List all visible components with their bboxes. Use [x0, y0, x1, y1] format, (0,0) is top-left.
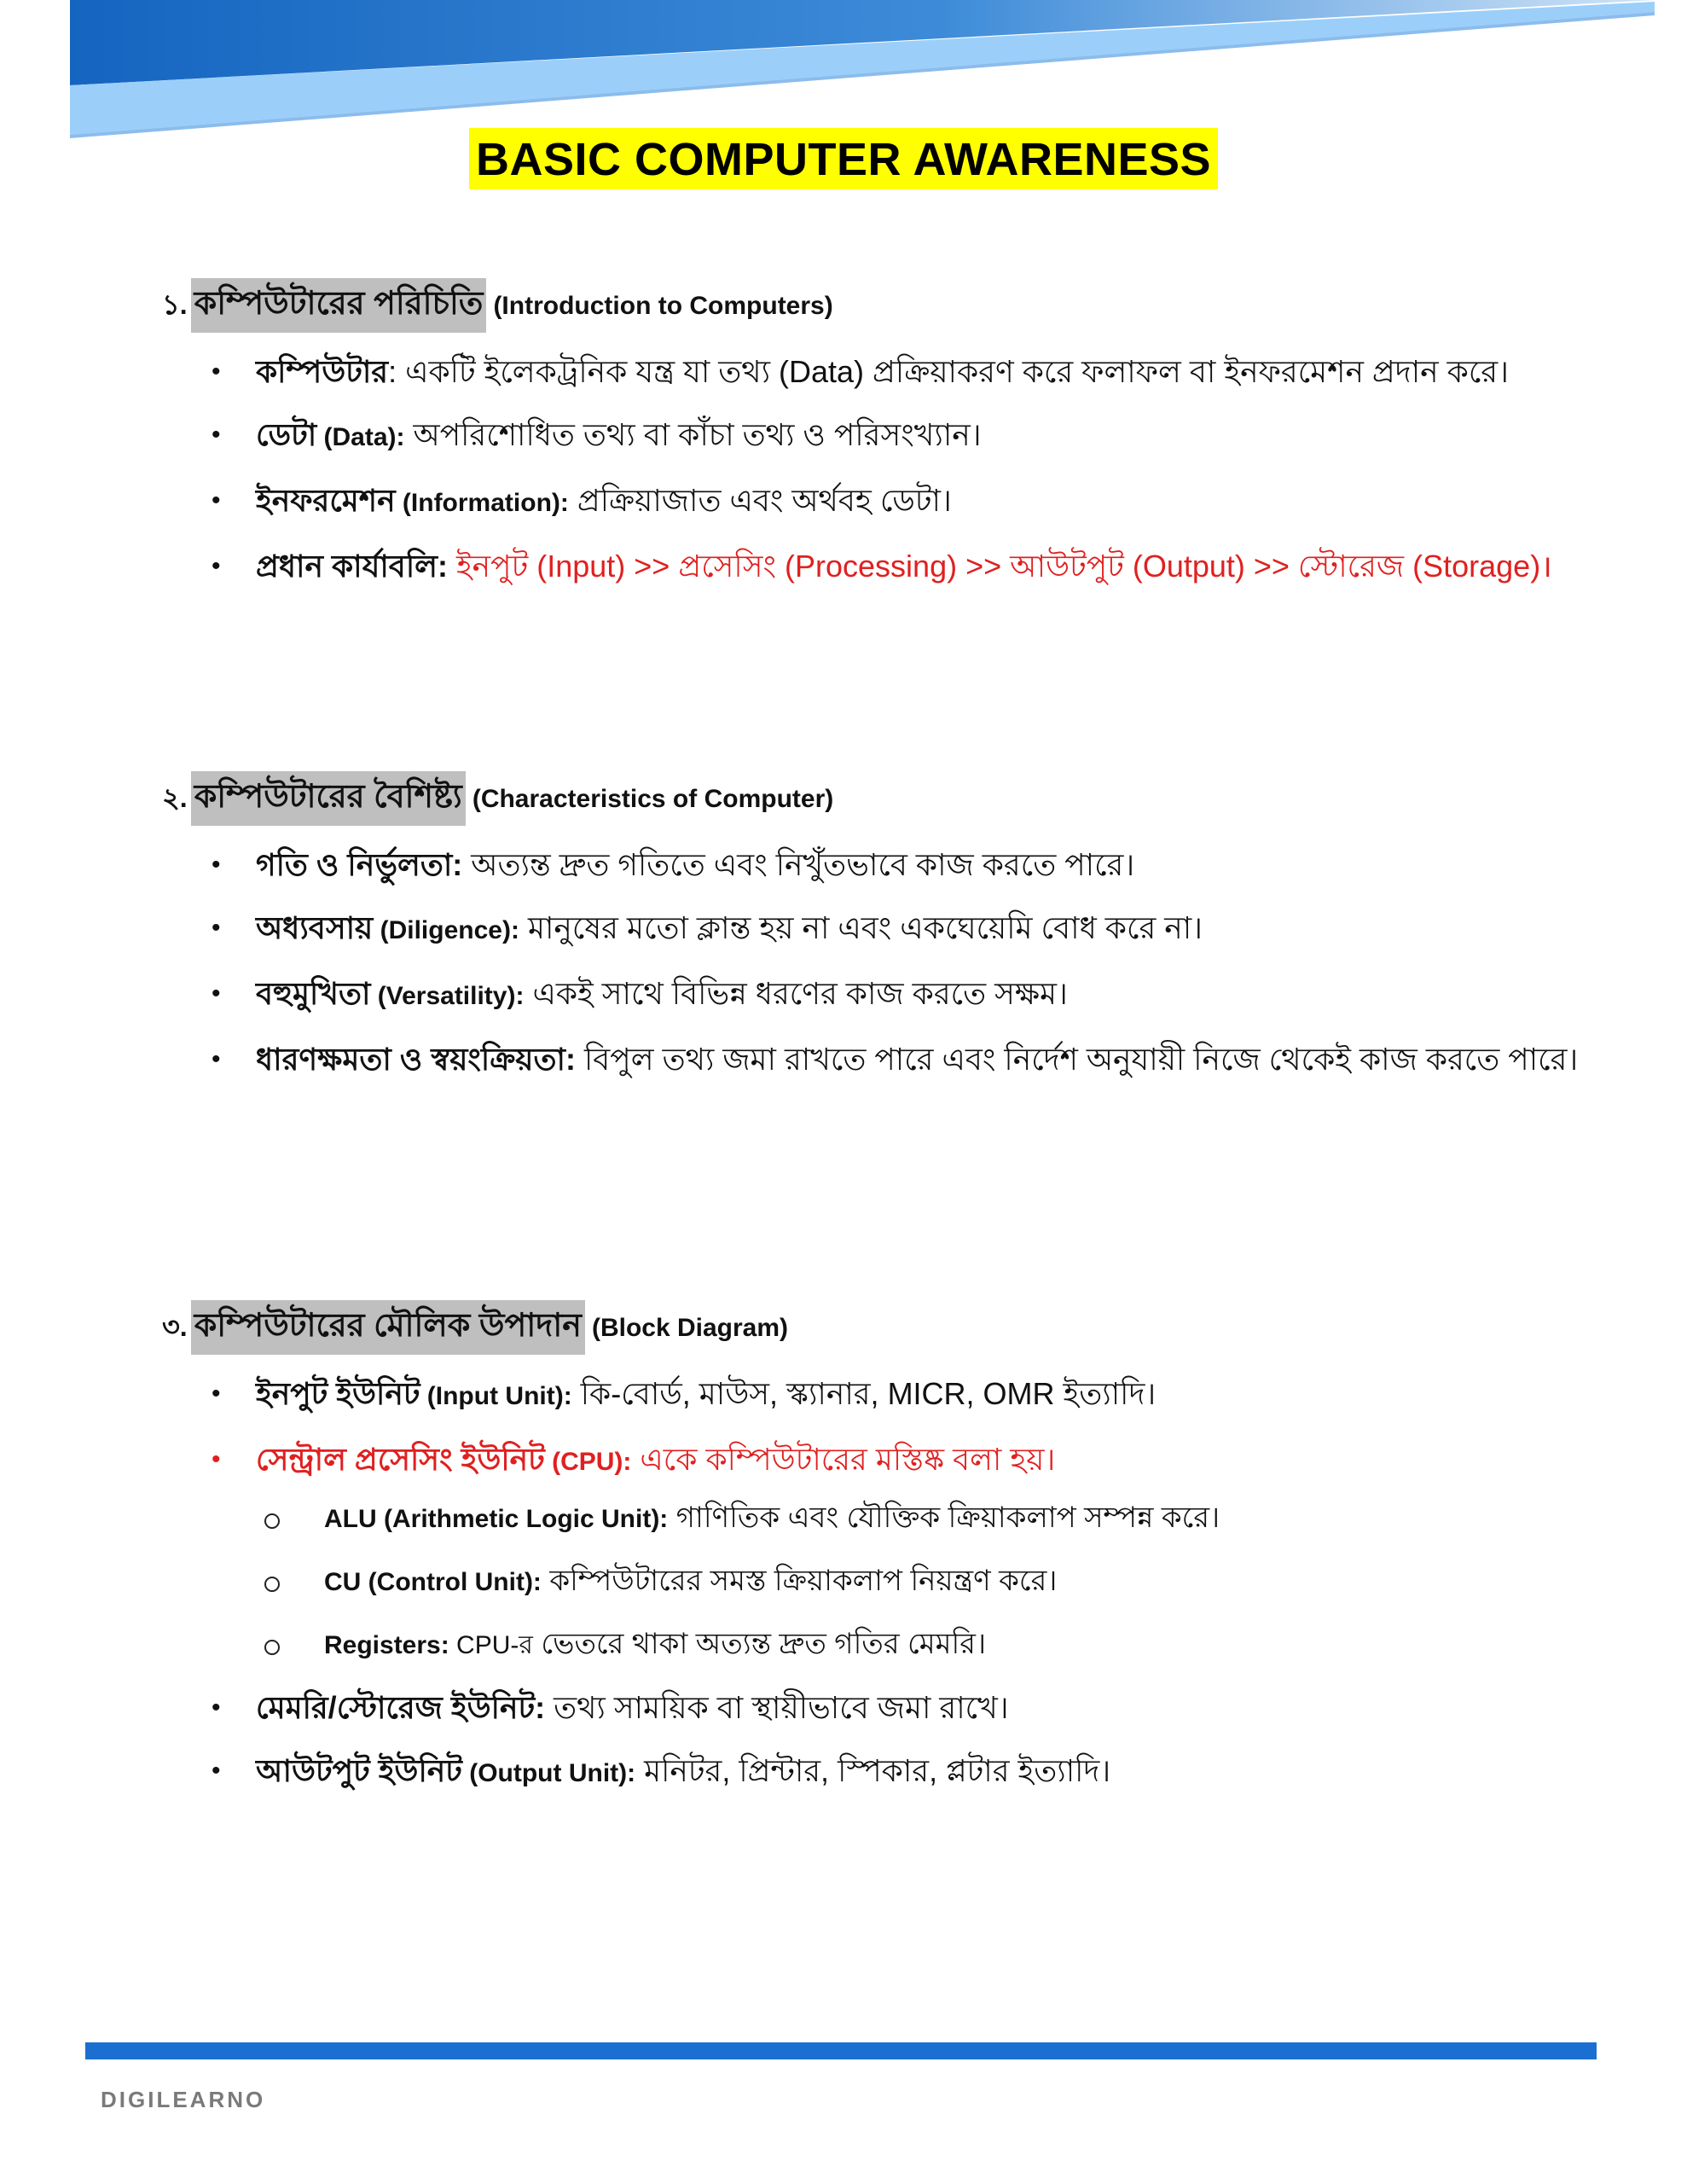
bullet-icon: • [212, 914, 221, 942]
bullet-icon: • [212, 979, 221, 1008]
item-text: একে কম্পিউটারের মস্তিষ্ক বলা হয়। [631, 1442, 1056, 1477]
item-label-colon: : [565, 1042, 576, 1077]
list-item [162, 415, 1603, 458]
item-text: তথ্য সাময়িক বা স্থায়ীভাবে জমা রাখে। [545, 1690, 1009, 1725]
list-item [162, 480, 1603, 524]
section-heading-bn: কম্পিউটারের মৌলিক উপাদান [191, 1300, 585, 1355]
item-label: গতি ও নির্ভুলতা [256, 847, 453, 882]
bullet-icon: • [212, 421, 221, 449]
item-text: কি-বোর্ড, মাউস, স্ক্যানার, MICR, OMR ইত্যাদি। [571, 1376, 1157, 1411]
list-item [162, 546, 1603, 587]
item-label: ইনপুট ইউনিট [256, 1376, 420, 1411]
bullet-list [162, 1374, 1612, 1794]
bullet-icon: • [212, 1380, 221, 1408]
section-heading [162, 771, 1612, 826]
cpu-sub-list [256, 1498, 1603, 1665]
list-item [162, 973, 1603, 1017]
section-heading-en: (Introduction to Computers) [493, 292, 833, 320]
item-text: অপরিশোধিত তথ্য বা কাঁচা তথ্য ও পরিসংখ্যান। [404, 417, 982, 452]
item-label: ধারণক্ষমতা ও স্বয়ংক্রিয়তা [256, 1042, 565, 1077]
list-item-cpu [162, 1439, 1603, 1665]
sub-item-text: কম্পিউটারের সমস্ত ক্রিয়াকলাপ নিয়ন্ত্রণ করে। [541, 1565, 1058, 1597]
section-heading-bn: কম্পিউটারের বৈশিষ্ট্য [191, 771, 466, 826]
bullet-icon: • [212, 1693, 221, 1722]
item-label: ডেটা [256, 417, 317, 452]
sub-item-label: CU (Control Unit): [324, 1568, 542, 1596]
sub-item-text: গাণিতিক এবং যৌক্তিক ক্রিয়াকলাপ সম্পন্ন করে। [668, 1502, 1220, 1534]
list-item [162, 845, 1603, 886]
item-text: প্রক্রিয়াজাত এবং অর্থবহ ডেটা। [568, 483, 952, 518]
section-heading [162, 278, 1612, 333]
section-block-diagram [162, 1300, 1612, 1816]
item-text: মানুষের মতো ক্লান্ত হয় না এবং একঘেয়েমি বোধ করে না। [519, 910, 1203, 945]
bullet-icon: • [212, 552, 221, 580]
list-item [162, 908, 1603, 951]
section-number: ৩. [162, 1311, 188, 1342]
bullet-icon: • [212, 851, 221, 879]
item-label-en: (Diligence): [373, 916, 519, 944]
list-item [162, 1039, 1603, 1080]
item-label: বহুমুখিতা [256, 976, 371, 1011]
item-label-colon: : [437, 549, 448, 584]
item-text: : একটি ইলেকট্রনিক যন্ত্র যা তথ্য (Data) প্রক্রিয়াকরণ করে ফলাফল বা ইনফরমেশন প্রদান করে। [388, 354, 1509, 389]
item-label-en: (CPU): [544, 1448, 632, 1476]
section-heading [162, 1300, 1612, 1355]
section-characteristics [162, 771, 1612, 1102]
header-banner [0, 0, 1687, 145]
bullet-icon: • [212, 357, 221, 386]
bullet-list [162, 351, 1612, 587]
item-text: একই সাথে বিভিন্ন ধরণের কাজ করতে সক্ষম। [524, 976, 1068, 1011]
section-heading-en: (Characteristics of Computer) [472, 785, 834, 813]
document-title: BASIC COMPUTER AWARENESS [469, 128, 1218, 189]
item-label: আউটপুট ইউনিট [256, 1753, 462, 1788]
item-label: মেমরি/স্টোরেজ ইউনিট [256, 1690, 536, 1725]
circle-bullet-icon [264, 1513, 280, 1529]
item-label-colon: : [535, 1690, 546, 1725]
item-label-en: (Information): [395, 489, 569, 517]
item-text: মনিটর, প্রিন্টার, স্পিকার, প্লটার ইত্যাদি। [635, 1753, 1111, 1788]
bullet-icon: • [212, 1445, 221, 1473]
sub-list-item [256, 1561, 1603, 1602]
list-item [162, 1687, 1603, 1728]
item-label: অধ্যবসায় [256, 910, 374, 945]
item-label: কম্পিউটার [256, 354, 389, 389]
item-label: সেন্ট্রাল প্রসেসিং ইউনিট [256, 1442, 545, 1477]
sub-list-item [256, 1498, 1603, 1539]
item-label-en: (Data): [316, 423, 405, 451]
item-label-colon: : [452, 847, 463, 882]
item-label: ইনফরমেশন [256, 483, 396, 518]
circle-bullet-icon [264, 1640, 280, 1655]
sub-item-text: ভেতরে থাকা অত্যন্ত দ্রুত গতির মেমরি। [532, 1628, 987, 1660]
item-text-red: ইনপুট (Input) >> প্রসেসিং (Processing) >> আউটপুট (Output) >> স্টোরেজ (Storage)। [447, 549, 1552, 584]
bullet-list [162, 845, 1612, 1080]
footer-brand: DIGILEARNO [101, 2087, 266, 2112]
document-title-wrap [0, 128, 1687, 189]
bullet-icon: • [212, 486, 221, 514]
sub-item-label: Registers: [324, 1631, 449, 1659]
sub-item-label: ALU (Arithmetic Logic Unit): [324, 1505, 669, 1533]
list-item [162, 1374, 1603, 1417]
section-heading-bn: কম্পিউটারের পরিচিতি [191, 278, 487, 333]
footer-bar [85, 2042, 1597, 2059]
section-number: ২. [162, 782, 188, 813]
item-label-en: (Input Unit): [420, 1382, 572, 1410]
bullet-icon: • [212, 1045, 221, 1073]
item-label: প্রধান কার্যাবলি [256, 549, 438, 584]
sub-item-text-en: CPU-র [449, 1631, 533, 1659]
circle-bullet-icon [264, 1577, 280, 1592]
item-label-en: (Versatility): [370, 982, 525, 1010]
list-item [162, 351, 1603, 392]
bullet-icon: • [212, 1757, 221, 1785]
section-heading-en: (Block Diagram) [591, 1314, 789, 1342]
item-text: অত্যন্ত দ্রুত গতিতে এবং নিখুঁতভাবে কাজ করতে পারে। [462, 847, 1135, 882]
section-introduction [162, 278, 1612, 609]
list-item [162, 1751, 1603, 1794]
item-text: বিপুল তথ্য জমা রাখতে পারে এবং নির্দেশ অনুযায়ী নিজে থেকেই কাজ করতে পারে। [575, 1042, 1579, 1077]
sub-list-item [256, 1624, 1603, 1665]
section-number: ১. [162, 289, 188, 320]
item-label-en: (Output Unit): [461, 1759, 636, 1787]
